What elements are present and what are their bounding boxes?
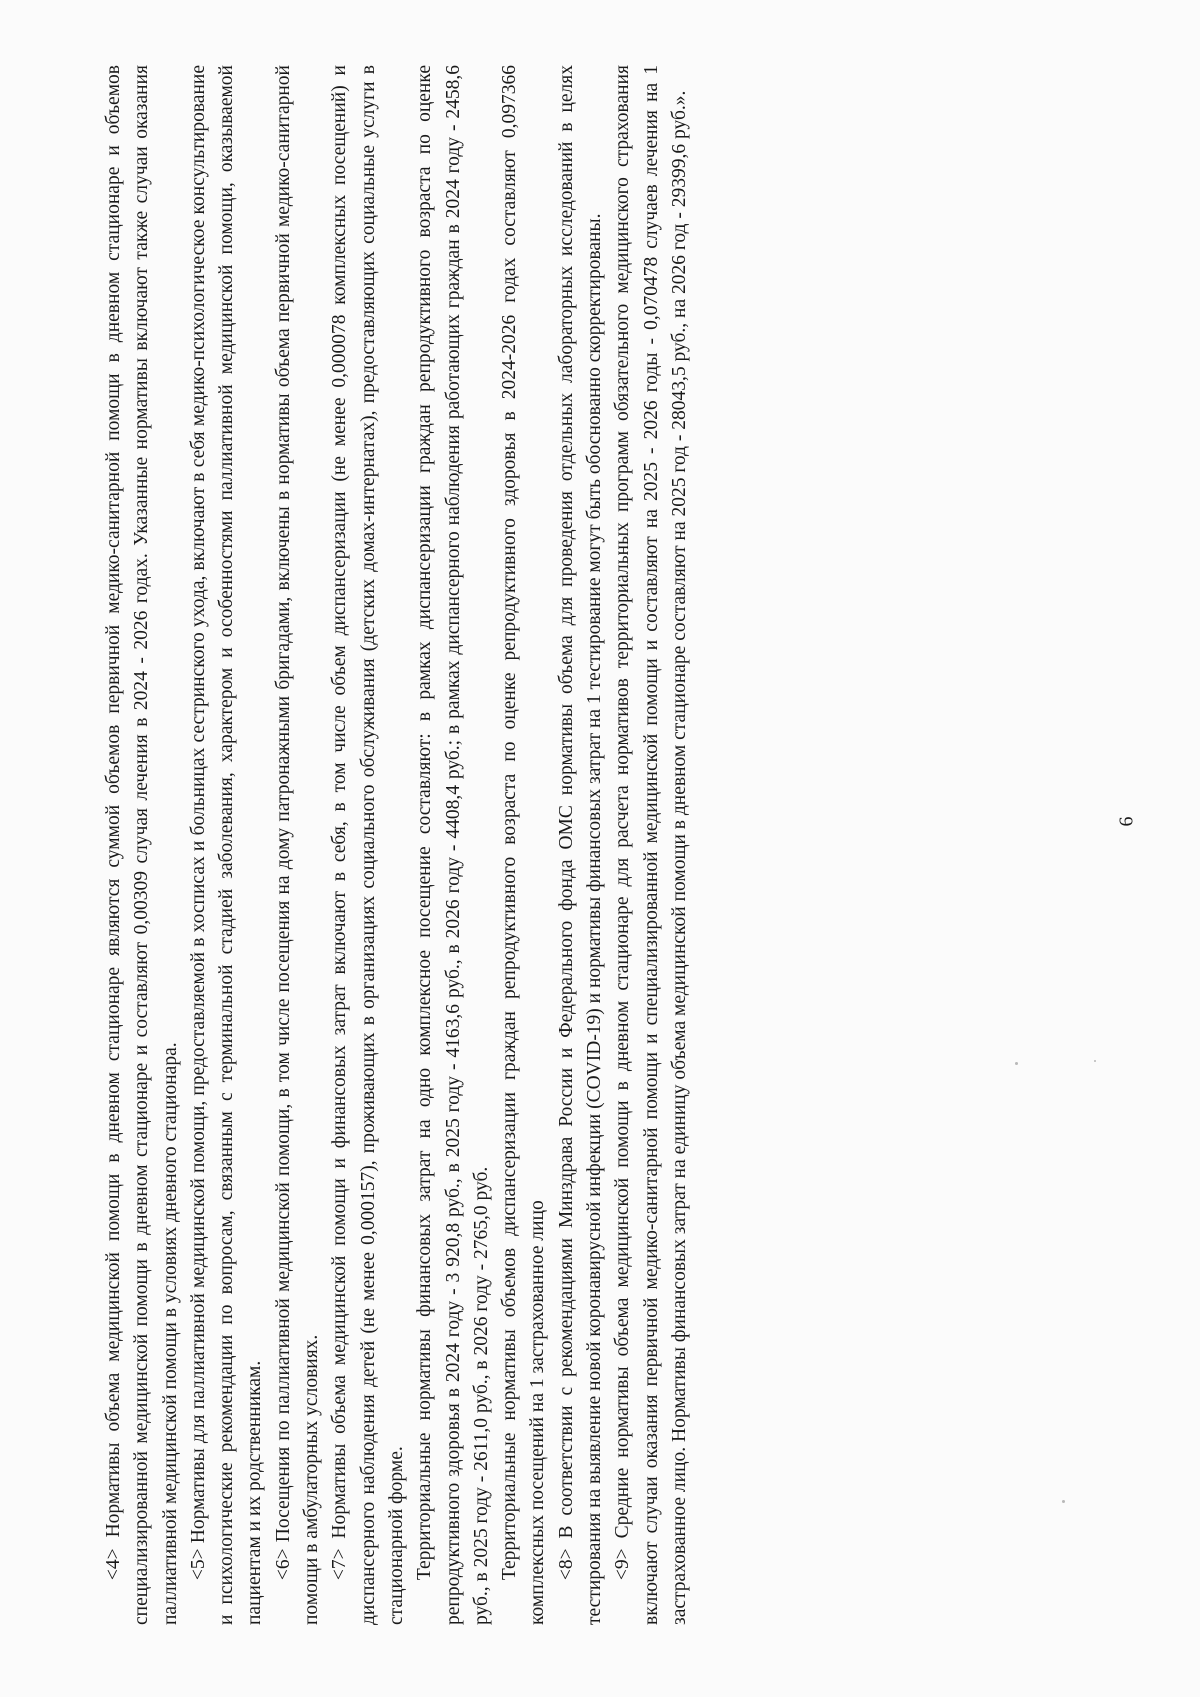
scan-speck xyxy=(1015,1062,1018,1065)
footnote-6: <6> Посещения по паллиативной медицинской помощи, в том числе посещения на дому патронажными бригадами, включены в нормативы объема первичной медико-санитарной помощи в амбулаторных условиях. xyxy=(272,65,323,1625)
footnote-9: <9> Средние нормативы объема медицинской помощи в дневном стационаре для расчета нормативов территориальных программ обязательного медицинского страхования включают случаи оказания первичной медико-санитарной помощи и специализированной медицинской помощи и составляют на 2025 - 2026 годы - 0,070478 случаев лечения на 1 застрахованное лицо. Нормативы финансовых затрат на единицу объема медицинской помощи в дневном стационаре составляют на 2025 год - 28043,5 руб., на 2026 год - 29399,6 руб.». xyxy=(612,65,690,1625)
scan-speck xyxy=(1094,1060,1096,1062)
paragraph-financial-norms: Территориальные нормативы финансовых затрат на одно комплексное посещение составляют: в рамках диспансеризации граждан репродуктивного возраста по оценке репродуктивного здоровья в 2024 году - 3 920,8 руб., в 2025 году - 4163,6 руб., в 2026 году - 4408,4 руб.; в рамках диспансерного наблюдения работающих граждан в 2024 году - 2458,6 руб., в 2025 году - 2611,0 руб., в 2026 году - 2765,0 руб. xyxy=(414,65,492,1625)
scan-speck xyxy=(1062,1500,1065,1503)
page-number: 6 xyxy=(1115,816,1138,827)
footnote-8: <8> В соответствии с рекомендациями Минздрава России и Федерального фонда ОМС нормативы объема для проведения отдельных лабораторных исследований в целях тестирования на выявление новой коронавирусной инфекции (COVID-19) и нормативы финансовых затрат на 1 тестирование могут быть обоснованно скорректированы. xyxy=(555,65,606,1625)
footnote-5: <5> Нормативы для паллиативной медицинской помощи, предоставляемой в хосписах и больницах сестринского ухода, включают в себя медико-психологическое консультирование и психологические рекомендации по вопросам, связанным с терминальной стадией заболевания, характером и особенностями паллиативной медицинской помощи, оказываемой пациентам и их родственникам. xyxy=(187,65,266,1625)
footnote-4: <4> Нормативы объема медицинской помощи в дневном стационаре являются суммой объемов первичной медико-санитарной помощи в дневном стационаре и объемов специализированной медицинской помощи в дневном стационаре и составляют 0,00309 случая лечения в 2024 - 2026 годах. Указанные нормативы включают также случаи оказания паллиативной медицинской помощи в условиях дневного стационара. xyxy=(103,65,181,1625)
footnote-7: <7> Нормативы объема медицинской помощи и финансовых затрат включают в себя, в том числе объем диспансеризации (не менее 0,000078 комплексных посещений) и диспансерного наблюдения детей (не менее 0,000157), проживающих в организациях социального обслуживания (детских домах-интернатах), предоставляющих социальные услуги в стационарной форме. xyxy=(329,65,407,1625)
footnotes-text-block xyxy=(100,65,720,1625)
paragraph-volume-norms: Территориальные нормативы объемов диспансеризации граждан репродуктивного возраста по оценке репродуктивного здоровья в 2024-2026 годах составляют 0,097366 комплексных посещений на 1 застрахованное лицо xyxy=(499,65,549,1625)
